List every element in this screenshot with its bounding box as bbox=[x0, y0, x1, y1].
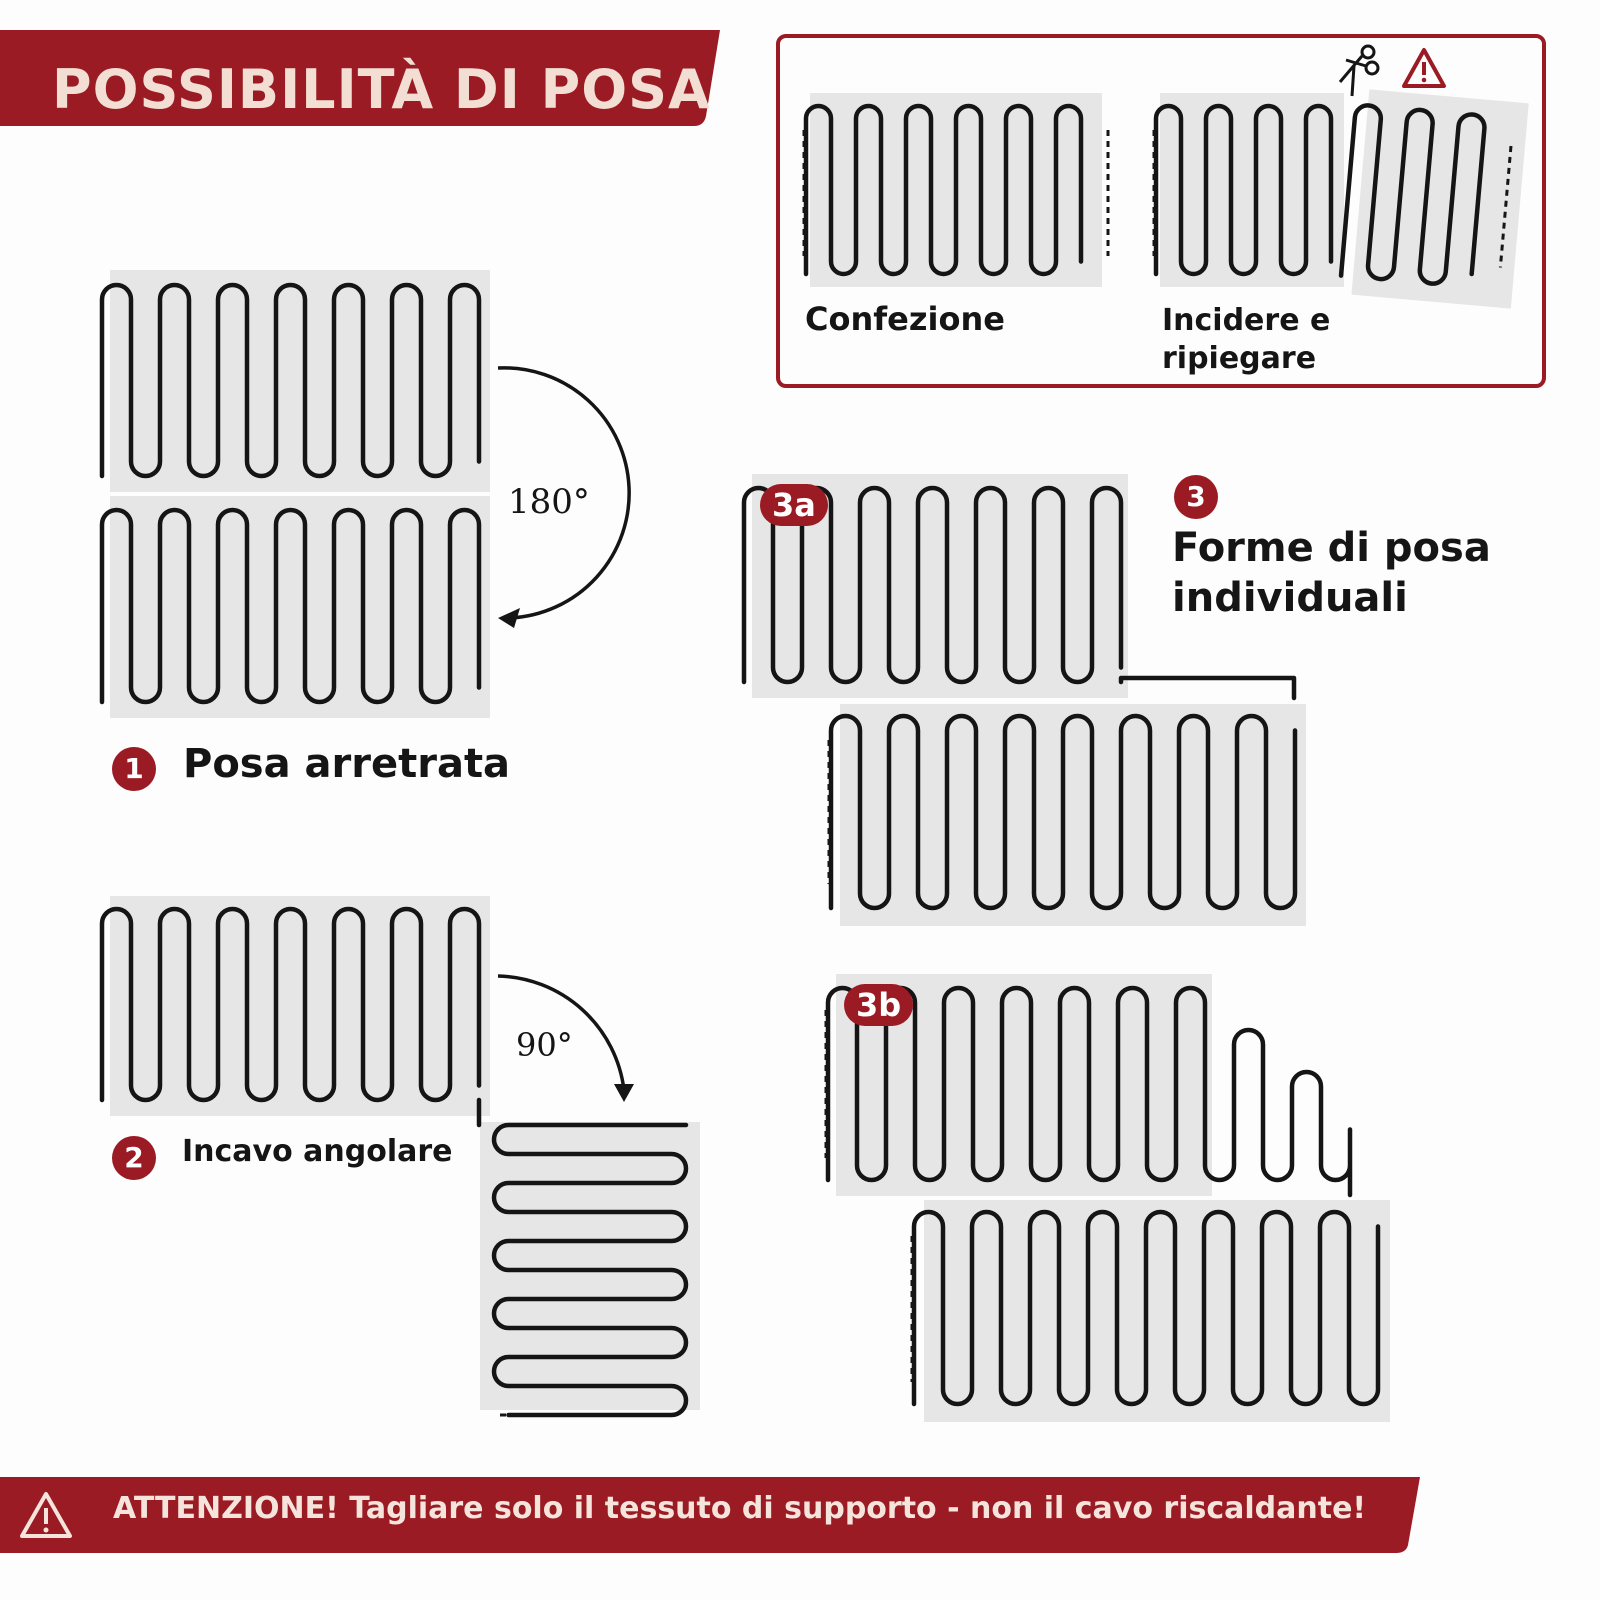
method3a-link bbox=[1121, 678, 1294, 698]
cut-fold-label-2: ripiegare bbox=[1162, 341, 1317, 376]
method2-arrow-head bbox=[614, 1084, 634, 1102]
cut-mat-right bbox=[1351, 89, 1528, 308]
page-title: POSSIBILITÀ DI POSA bbox=[52, 58, 711, 121]
cut-mat-left bbox=[1160, 93, 1344, 287]
method3b-badge: 3b bbox=[844, 984, 913, 1026]
method3-label-2: individuali bbox=[1172, 575, 1408, 621]
method2-angle: 90° bbox=[516, 1026, 573, 1064]
method1-arrow-head bbox=[498, 608, 520, 628]
method2-mat-top bbox=[110, 896, 490, 1116]
method2-mat-rotated bbox=[480, 1122, 700, 1410]
packaging-label: Confezione bbox=[805, 300, 1005, 338]
method2-label: Incavo angolare bbox=[182, 1134, 453, 1169]
method2-badge: 2 bbox=[112, 1136, 156, 1180]
method3-label-1: Forme di posa bbox=[1172, 525, 1491, 571]
method1-badge: 1 bbox=[112, 747, 156, 791]
cut-fold-label-1: Incidere e bbox=[1162, 303, 1331, 338]
method1-label: Posa arretrata bbox=[183, 741, 511, 787]
method1-mat-bottom bbox=[110, 496, 490, 718]
method1-mat-top bbox=[110, 270, 490, 492]
method3a-badge: 3a bbox=[760, 484, 828, 526]
method1-angle: 180° bbox=[508, 482, 590, 522]
method3-badge: 3 bbox=[1174, 475, 1218, 519]
footer-warning: ATTENZIONE! Tagliare solo il tessuto di supporto - non il cavo riscaldante! bbox=[113, 1491, 1367, 1526]
